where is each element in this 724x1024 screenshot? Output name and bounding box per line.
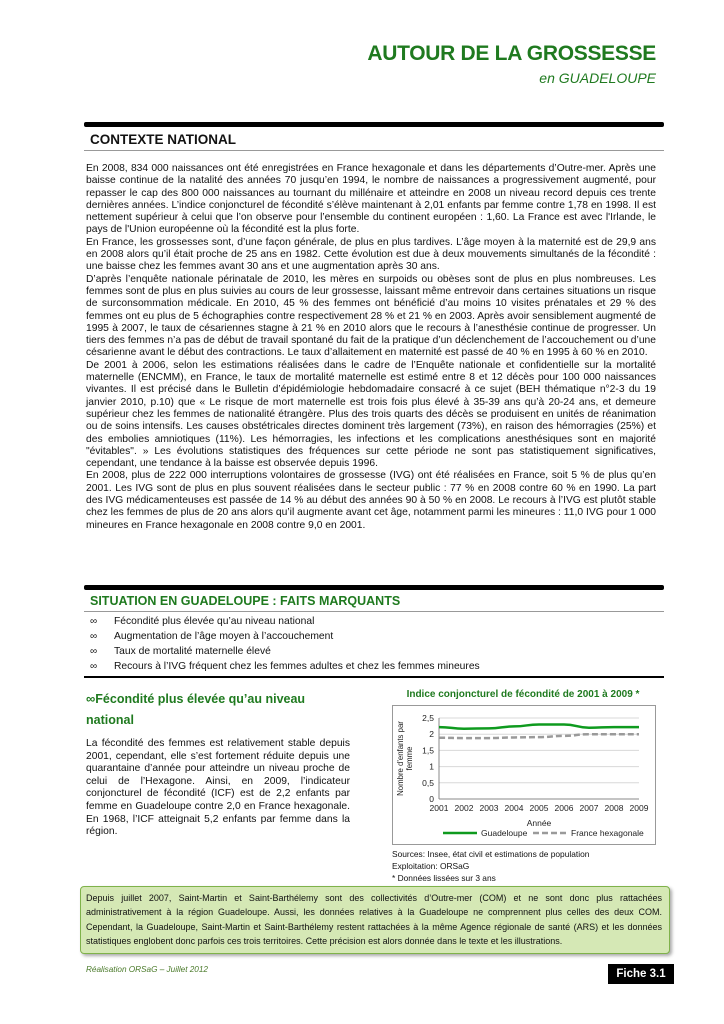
y-tick-label: 2 [429, 729, 434, 740]
page-title: AUTOUR DE LA GROSSESSE [367, 42, 656, 65]
page-subtitle: en GUADELOUPE [539, 70, 656, 86]
context-body [86, 163, 656, 532]
paragraph: En 2008, plus de 222 000 interruptions volontaires de grossesse (IVG) ont été réalisées en France, soit 5 % de plus qu’en 2001. Les IVG sont de plus en plus souvent réalisées dans le secteur public : 77 % en 2008 contre 60 % en 1990. La part des IVG médicamenteuses est passée de 14 % au début des années 90 à 50 % en 2008. Le recours à l’IVG est plutôt stable chez les femmes de plus de 20 ans alors qu’il augmente avant cet âge, notamment parmi les mineures : 11,0 IVG pour 1 000 mineures en France hexagonale en 2008 contre 9,0 en 2001. [86, 470, 656, 531]
footer-credit: Réalisation ORSaG – Juillet 2012 [86, 965, 208, 974]
list-item: ∞ Taux de mortalité maternelle élevé [90, 646, 271, 657]
infinity-bullet-icon: ∞ [90, 616, 98, 627]
x-tick-label: 2001 [429, 803, 449, 813]
y-tick-label: 0,5 [422, 777, 434, 788]
y-tick-label: 1 [429, 761, 434, 772]
x-tick-label: 2007 [579, 803, 599, 813]
key-facts-list [90, 614, 480, 674]
y-tick-label: 2,5 [422, 713, 434, 723]
infinity-bullet-icon: ∞ [90, 631, 98, 642]
legend-label: Guadeloupe [481, 828, 528, 838]
source-line: Sources: Insee, état civil et estimations de population [392, 849, 590, 859]
legend-label: France hexagonale [571, 828, 644, 838]
list-item: ∞ Fécondité plus élevée qu’au niveau national [90, 616, 315, 627]
subsection-title: ∞Fécondité plus élevée qu’au niveau national [86, 691, 306, 727]
y-tick-label: 0 [429, 794, 434, 804]
chart-frame [392, 705, 656, 845]
series-line-france [439, 734, 639, 738]
section-divider [84, 585, 664, 590]
paragraph: D’après l’enquête nationale périnatale de 2010, les mères en surpoids ou obèses sont de plus en plus nombreuses. Les femmes sont de plus en plus suivies au cours de leur grossesse, laissant même entrevoir dans certaines situations un risque de surconsommation médicale. En 2010, 45 % des femmes ont bénéficié d’au moins 10 visites prénatales et 29 % des femmes ont eu plus de 5 échographies contre respectivement 28 % et 21 % en 2003. Après avoir sensiblement augmenté de 1995 à 2007, le taux de césariennes stagne à 21 % en 2010 alors que le recours à l’anesthésie continue de progresser. Un tiers des femmes n’a pas de début de travail spontané du fait de la pratique d’un déclenchement de l’accouchement ou d’une césarienne avant le début des contractions. Le taux d’allaitement en maternité est passé de 40 % en 1995 à 60 % en 2010. [86, 273, 656, 359]
x-tick-label: 2006 [554, 803, 574, 813]
list-item: ∞ Recours à l’IVG fréquent chez les femmes adultes et chez les femmes mineures [90, 661, 480, 672]
x-axis-label: Année [526, 818, 552, 828]
y-axis-label: Nombre d'enfants parfemme [396, 721, 414, 796]
paragraph: De 2001 à 2006, selon les estimations réalisées dans le cadre de l’Enquête nationale et confidentielle sur la mortalité maternelle (ENCMM), en France, le taux de mortalité maternelle est estimé entre 8 et 12 décès pour 100 000 naissances vivantes. Il est précisé dans le Bulletin d’épidémiologie hebdomadaire consacré à ce sujet (BEH thématique n°2-3 du 19 janvier 2010, p.10) que « Le risque de mort maternelle est trois fois plus élevé à 35-39 ans qu’à 20-24 ans, et demeure supérieur chez les femmes de nationalité étrangère. Plus des trois quarts des décès se produisent en unités de réanimation ou de soins intensifs. Les causes obstétricales directes dominent très largement (73%), en raison des hémorragies (25%) et des embolies amniotiques (11%). Les hémorragies, les infections et les complications anesthésiques sont en majorité "évitables". » Les évolutions statistiques des fréquences sur cette période ne sont pas statistiquement significatives, cependant, une tendance à la baisse est observée depuis 1996. [86, 359, 656, 470]
section-title-context: CONTEXTE NATIONAL [90, 132, 236, 147]
fiche-badge: Fiche 3.1 [608, 964, 674, 984]
x-tick-label: 2002 [454, 803, 474, 813]
section-rule [84, 150, 664, 151]
series-line-guadeloupe [439, 724, 639, 728]
x-tick-label: 2004 [504, 803, 524, 813]
section-divider [84, 122, 664, 127]
list-item: ∞ Augmentation de l’âge moyen à l’accouchement [90, 631, 334, 642]
source-line: Exploitation: ORSaG [392, 861, 470, 871]
subsection-text: La fécondité des femmes est relativement stable depuis 2001, cependant, elle s’est fortement réduite depuis une quarantaine d’année pour atteindre un niveau proche de celui de l’Hexagone. Ainsi, en 2009, l’indicateur conjoncturel de fécondité (ICF) est de 2,2 enfants par femme en Guadeloupe contre 2,0 en France hexagonale. En 1968, l’ICF atteignait 5,2 enfants par femme dans la région. [86, 738, 350, 838]
info-note-text: Depuis juillet 2007, Saint-Martin et Saint-Barthélemy sont des collectivités d’Outre-mer (COM) et ne sont donc plus rattachées administrativement à la région Guadeloupe. Aussi, les données relatives à la Guadeloupe ne comprennent plus celles des deux COM. Cependant, la Guadeloupe, Saint-Martin et Saint-Barthélemy restent rattachées à la même Agence régionale de santé (ARS) et les données statistiques englobent donc parfois ces trois territoires. Cette précision est alors donnée dans le texte et les illustrations. [86, 893, 662, 946]
infinity-bullet-icon: ∞ [90, 661, 98, 672]
section-divider [84, 676, 664, 678]
paragraph: En France, les grossesses sont, d’une façon générale, de plus en plus tardives. L’âge moyen à la maternité est de 29,9 ans en 2008 alors qu’il était proche de 25 ans en 1982. Cette évolution est due à deux mouvements simultanés de la fécondité : une baisse chez les femmes avant 30 ans et une augmentation après 30 ans. [86, 236, 656, 273]
paragraph: En 2008, 834 000 naissances ont été enregistrées en France hexagonale et dans les départements d’Outre-mer. Après une baisse continue de la natalité des années 70 jusqu’en 1994, le nombre de naissances a progressivement augmenté, pour repasser le cap des 800 000 naissances au tournant du millénaire et atteindre en 2008 un niveau record depuis ces trente dernières années. L’indice conjoncturel de fécondité s’élève maintenant à 2,01 enfants par femme contre 1,78 en 1998. Il est nettement supérieur à celui que l’on observe pour l’ensemble du continent européen : 1,60. La France est avec l'Irlande, le pays de l'Union européenne où la fécondité est la plus forte. [86, 163, 656, 236]
x-tick-label: 2005 [529, 803, 549, 813]
fertility-line-chart [393, 706, 655, 844]
chart-title: Indice conjoncturel de fécondité de 2001 à 2009 * [406, 689, 640, 700]
infinity-icon: ∞ [86, 691, 96, 706]
x-tick-label: 2009 [629, 803, 649, 813]
source-line: * Données lissées sur 3 ans [392, 873, 496, 883]
x-tick-label: 2008 [604, 803, 624, 813]
x-tick-label: 2003 [479, 803, 499, 813]
section-title-situation: SITUATION EN GUADELOUPE : FAITS MARQUANTS [90, 594, 401, 608]
y-tick-label: 1,5 [422, 745, 434, 756]
chart-sources [392, 848, 589, 884]
section-rule [84, 611, 664, 612]
infinity-bullet-icon: ∞ [90, 646, 98, 657]
